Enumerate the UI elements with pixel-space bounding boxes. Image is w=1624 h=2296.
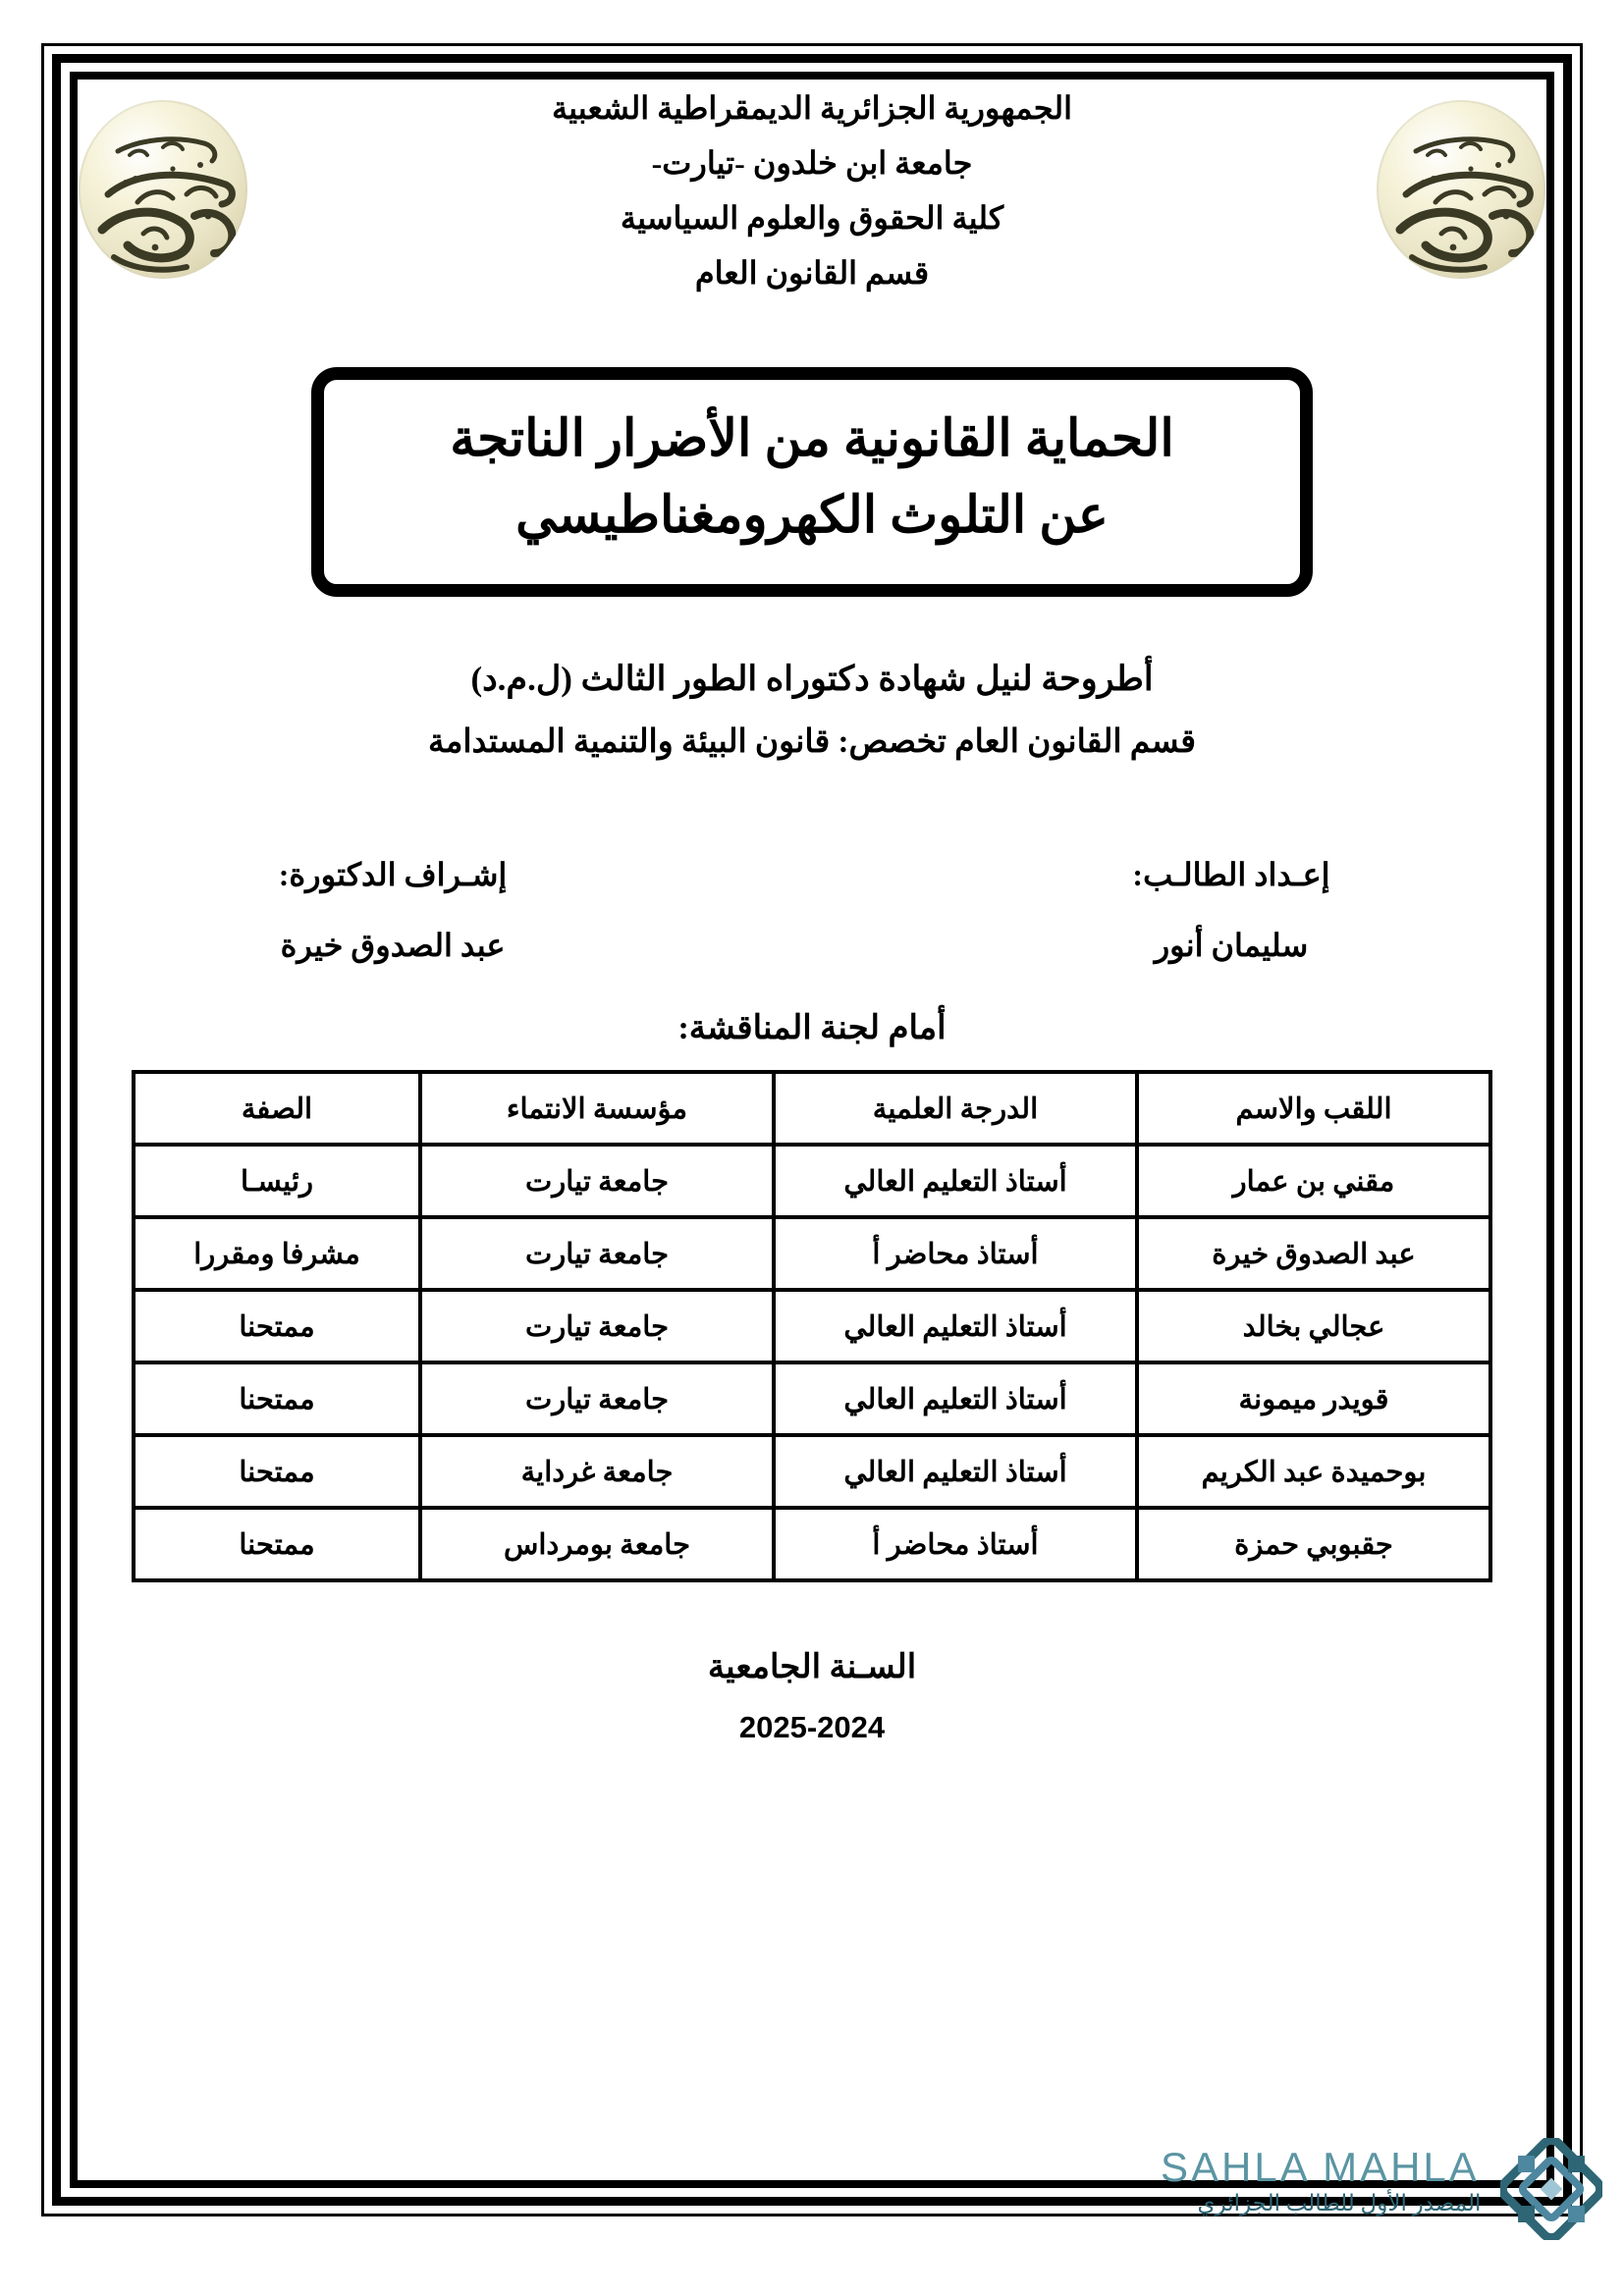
cell-degree: أستاذ التعليم العالي <box>774 1435 1137 1508</box>
cell-degree: أستاذ التعليم العالي <box>774 1145 1137 1217</box>
cell-degree: أستاذ محاضر أ <box>774 1217 1137 1290</box>
cell-role: ممتحنا <box>134 1290 420 1362</box>
cell-degree: أستاذ محاضر أ <box>774 1508 1137 1580</box>
university-seal-icon-left <box>79 100 247 279</box>
degree-line: أطروحة لنيل شهادة دكتوراه الطور الثالث (ل.م.د) <box>470 660 1154 698</box>
cell-degree: أستاذ التعليم العالي <box>774 1362 1137 1435</box>
header-line-faculty: كلية الحقوق والعلوم السياسية <box>620 200 1004 236</box>
cell-role: ممتحنا <box>134 1435 420 1508</box>
header-line-country: الجمهورية الجزائرية الديمقراطية الشعبية <box>551 90 1072 126</box>
thesis-title-box <box>311 367 1313 597</box>
column-header-role: الصفة <box>134 1072 420 1145</box>
thesis-title-line-1: الحماية القانونية من الأضرار الناتجة <box>450 411 1174 467</box>
cell-institution: جامعة غرداية <box>420 1435 774 1508</box>
authorship-block <box>79 850 1545 988</box>
cell-name: عبد الصدوق خيرة <box>1137 1217 1490 1290</box>
cell-name: بوحميدة عبد الكريم <box>1137 1435 1490 1508</box>
cover-page-content <box>79 80 1545 2179</box>
cell-name: جقبوبي حمزة <box>1137 1508 1490 1580</box>
student-column <box>927 850 1536 970</box>
institution-heading <box>275 80 1349 300</box>
cell-name: عجالي بخالد <box>1137 1290 1490 1362</box>
table-row <box>134 1508 1490 1580</box>
academic-year-value: 2025-2024 <box>738 1710 886 1744</box>
cell-degree: أستاذ التعليم العالي <box>774 1290 1137 1362</box>
cell-role: مشرفا ومقررا <box>134 1217 420 1290</box>
cell-institution: جامعة تيارت <box>420 1145 774 1217</box>
committee-caption: أمام لجنة المناقشة: <box>677 1010 947 1046</box>
header-line-university: جامعة ابن خلدون -تيارت- <box>651 145 973 181</box>
cell-name: قويدر ميمونة <box>1137 1362 1490 1435</box>
table-row <box>134 1290 1490 1362</box>
table-header-row <box>134 1072 1490 1145</box>
student-name: سليمان أنور <box>1154 928 1309 963</box>
cell-institution: جامعة تيارت <box>420 1362 774 1435</box>
column-header-degree: الدرجة العلمية <box>774 1072 1137 1145</box>
watermark-tagline: المصدر الأول للطالب الجزائري <box>1197 2191 1482 2216</box>
watermark-brand: SAHLA MAHLA <box>1161 2144 1480 2190</box>
page-header <box>79 80 1545 312</box>
table-row <box>134 1362 1490 1435</box>
cell-role: ممتحنا <box>134 1362 420 1435</box>
column-header-institution: مؤسسة الانتماء <box>420 1072 774 1145</box>
academic-year-block <box>79 1639 1545 1749</box>
cell-name: مقني بن عمار <box>1137 1145 1490 1217</box>
student-label: إعـداد الطالـب: <box>1132 857 1330 892</box>
cell-role: رئيسـا <box>134 1145 420 1217</box>
degree-statement <box>79 648 1545 774</box>
academic-year-label: السـنة الجامعية <box>707 1649 917 1685</box>
supervisor-label: إشـراف الدكتورة: <box>278 857 508 892</box>
specialty-line: قسم القانون العام تخصص: قانون البيئة والتنمية المستدامة <box>428 724 1196 760</box>
header-line-department: قسم القانون العام <box>694 255 930 291</box>
supervisor-name: عبد الصدوق خيرة <box>280 928 506 963</box>
table-row <box>134 1217 1490 1290</box>
supervisor-column <box>88 850 697 970</box>
cell-institution: جامعة تيارت <box>420 1290 774 1362</box>
university-seal-icon-right <box>1377 100 1545 279</box>
cell-institution: جامعة بومرداس <box>420 1508 774 1580</box>
cell-role: ممتحنا <box>134 1508 420 1580</box>
column-header-name: اللقب والاسم <box>1137 1072 1490 1145</box>
table-row <box>134 1145 1490 1217</box>
table-row <box>134 1435 1490 1508</box>
thesis-title-line-2: عن التلوث الكهرومغناطيسي <box>515 488 1109 544</box>
committee-table <box>132 1070 1492 1582</box>
cell-institution: جامعة تيارت <box>420 1217 774 1290</box>
